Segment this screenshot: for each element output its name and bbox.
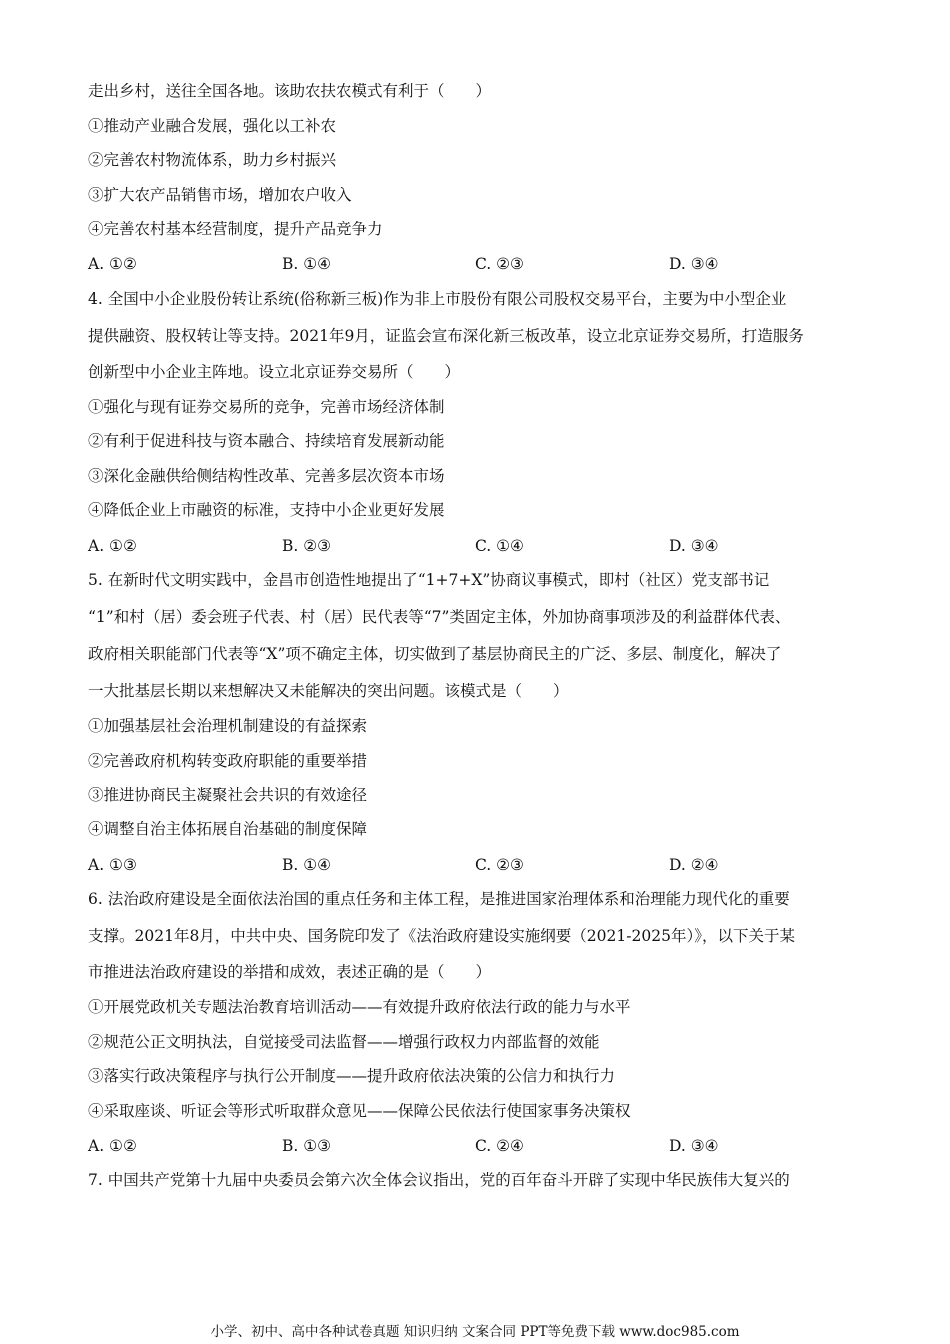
q5-item-1: ①加强基层社会治理机制建设的有益探索	[88, 717, 368, 735]
q3-item-3: ③扩大农产品销售市场，增加农户收入	[88, 186, 352, 204]
q7-stem-line-1: 7. 中国共产党第十九届中央委员会第六次全体会议指出，党的百年奋斗开辟了实现中华民族伟大复兴的	[88, 1171, 790, 1189]
q6-item-1: ①开展党政机关专题法治教育培训活动——有效提升政府依法行政的能力与水平	[88, 998, 631, 1016]
q6-item-4: ④采取座谈、听证会等形式听取群众意见——保障公民依法行使国家事务决策权	[88, 1102, 631, 1120]
q3-options	[88, 254, 878, 274]
q4-item-1: ①强化与现有证券交易所的竞争，完善市场经济体制	[88, 398, 445, 416]
q4-item-3: ③深化金融供给侧结构性改革、完善多层次资本市场	[88, 467, 445, 485]
q3-item-1: ①推动产业融合发展，强化以工补农	[88, 117, 337, 135]
footer-banner: 小学、初中、高中各种试卷真题 知识归纳 文案合同 PPT等免费下载 www.doc985.com	[210, 1324, 740, 1340]
q5-option-c: C. ②③	[475, 856, 524, 874]
q6-option-c: C. ②④	[475, 1137, 524, 1155]
q5-stem-line-2: “1”和村（居）委会班子代表、村（居）民代表等“7”类固定主体，外加协商事项涉及的利益群体代表、	[88, 608, 791, 626]
q4-option-a: A. ①②	[88, 537, 137, 555]
q5-item-4: ④调整自治主体拓展自治基础的制度保障	[88, 820, 368, 838]
q5-stem-line-4: 一大批基层长期以来想解决又未能解决的突出问题。该模式是（ ）	[88, 682, 569, 700]
q5-item-2: ②完善政府机构转变政府职能的重要举措	[88, 752, 368, 770]
q5-option-a: A. ①③	[88, 856, 137, 874]
q6-stem-line-1: 6. 法治政府建设是全面依法治国的重点任务和主体工程，是推进国家治理体系和治理能力现代化的重要	[88, 890, 790, 908]
q5-stem-line-3: 政府相关职能部门代表等“X”项不确定主体，切实做到了基层协商民主的广泛、多层、制度化，解决了	[88, 645, 782, 663]
q3-option-b: B. ①④	[282, 255, 332, 273]
q4-stem-line-1: 4. 全国中小企业股份转让系统(俗称新三板)作为非上市股份有限公司股权交易平台，主要为中小型企业	[88, 290, 787, 308]
q4-item-2: ②有利于促进科技与资本融合、持续培育发展新动能	[88, 432, 445, 450]
q3-item-2: ②完善农村物流体系，助力乡村振兴	[88, 151, 337, 169]
q3-option-a: A. ①②	[88, 255, 137, 273]
q6-item-2: ②规范公正文明执法，自觉接受司法监督——增强行政权力内部监督的效能	[88, 1033, 600, 1051]
q5-options	[88, 855, 878, 875]
q3-option-d: D. ③④	[669, 255, 719, 273]
q3-option-c: C. ②③	[475, 255, 524, 273]
q3-stem-line: 走出乡村，送往全国各地。该助农扶农模式有利于（ ）	[88, 82, 492, 100]
q6-option-b: B. ①③	[282, 1137, 332, 1155]
q6-option-d: D. ③④	[669, 1137, 719, 1155]
q6-option-a: A. ①②	[88, 1137, 137, 1155]
q4-option-c: C. ①④	[475, 537, 524, 555]
q3-item-4: ④完善农村基本经营制度，提升产品竞争力	[88, 220, 383, 238]
q5-stem-line-1: 5. 在新时代文明实践中，金昌市创造性地提出了“1+7+X”协商议事模式，即村（社区）党支部书记	[88, 571, 770, 589]
q5-option-d: D. ②④	[669, 856, 719, 874]
q4-item-4: ④降低企业上市融资的标准，支持中小企业更好发展	[88, 501, 445, 519]
q6-options	[88, 1136, 878, 1156]
q6-item-3: ③落实行政决策程序与执行公开制度——提升政府依法决策的公信力和执行力	[88, 1067, 616, 1085]
q6-stem-line-2: 支撑。2021年8月，中共中央、国务院印发了《法治政府建设实施纲要（2021-2025年）》，以下关于某	[88, 927, 795, 945]
q4-option-b: B. ②③	[282, 537, 332, 555]
q4-option-d: D. ③④	[669, 537, 719, 555]
q4-options	[88, 536, 878, 556]
q4-stem-line-2: 提供融资、股权转让等支持。2021年9月，证监会宣布深化新三板改革，设立北京证券交易所，打造服务	[88, 327, 804, 345]
q6-stem-line-3: 市推进法治政府建设的举措和成效，表述正确的是（ ）	[88, 963, 492, 981]
q5-item-3: ③推进协商民主凝聚社会共识的有效途径	[88, 786, 368, 804]
q4-stem-line-3: 创新型中小企业主阵地。设立北京证券交易所（ ）	[88, 363, 461, 381]
q5-option-b: B. ①④	[282, 856, 332, 874]
